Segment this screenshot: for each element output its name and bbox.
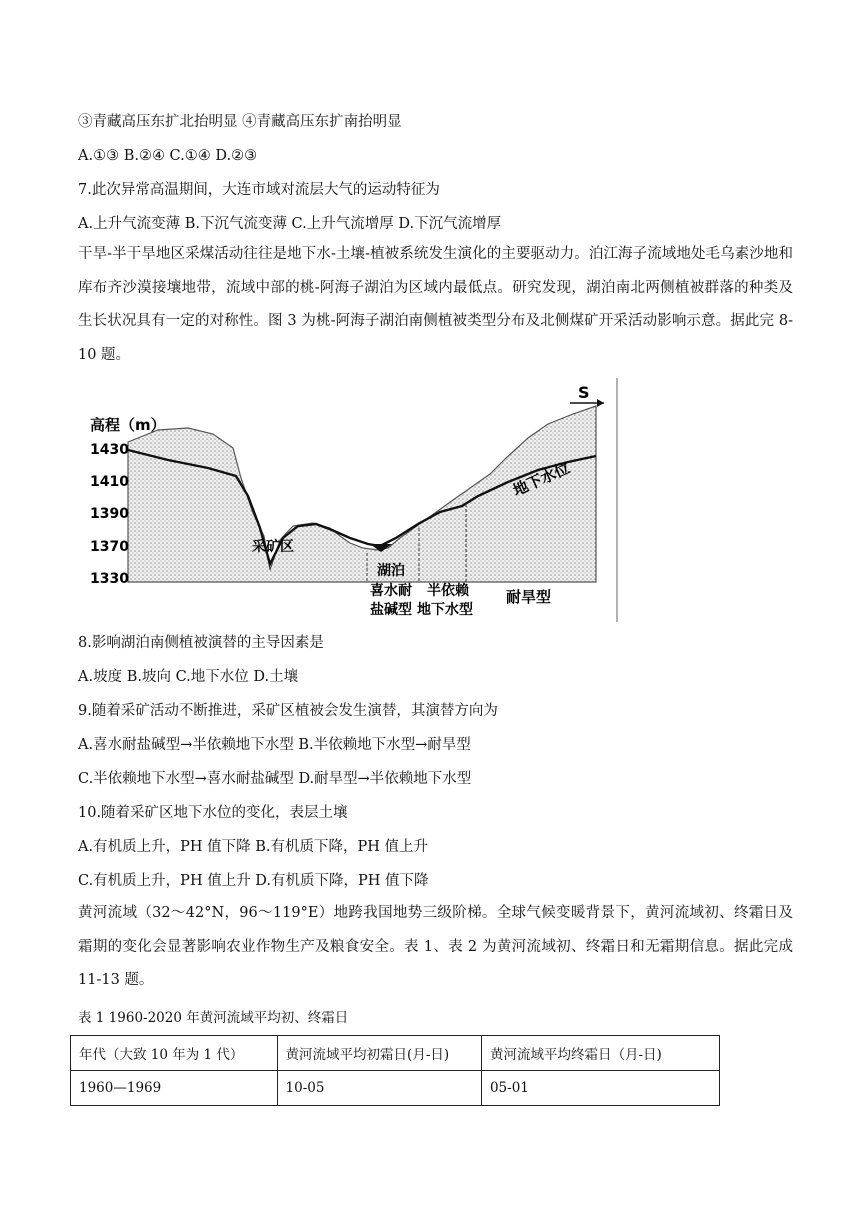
- zone1-label-a: 喜水耐: [370, 583, 412, 599]
- tick-1410: 1410: [90, 474, 129, 490]
- lake-label: 湖泊: [377, 563, 405, 579]
- q8-stem: 8.影响湖泊南侧植被演替的主导因素是: [78, 635, 324, 651]
- q10-stem: 10.随着采矿区地下水位的变化，表层土壤: [78, 805, 348, 821]
- table-header-row: [71, 1036, 720, 1071]
- q6-answers: A.①③ B.②④ C.①④ D.②③: [78, 148, 258, 164]
- table-header-cell: 黄河流域平均终霜日（月-日): [481, 1036, 719, 1071]
- table-row: [71, 1071, 720, 1106]
- groundwater-label: 地下水位: [510, 458, 573, 500]
- q10-answers-ab: A.有机质上升，PH 值下降 B.有机质下降，PH 值上升: [78, 839, 428, 855]
- profile-diagram: [78, 378, 618, 622]
- q6-options-line: ③青藏高压东扩北抬明显 ④青藏高压东扩南抬明显: [78, 114, 402, 130]
- table1-caption: 表 1 1960-2020 年黄河流域平均初、终霜日: [78, 1010, 349, 1026]
- table-cell: 1960—1969: [71, 1071, 278, 1106]
- q8-answers: A.坡度 B.坡向 C.地下水位 D.土壤: [78, 669, 299, 685]
- q10-answers-cd: C.有机质上升，PH 值上升 D.有机质下降，PH 值下降: [78, 873, 429, 889]
- zone1-label-b: 盐碱型: [370, 602, 412, 618]
- q7-stem: 7.此次异常高温期间，大连市域对流层大气的运动特征为: [78, 182, 440, 198]
- y-axis-title: 高程（m）: [90, 416, 166, 434]
- figure-3-profile: [78, 378, 618, 622]
- table-header-cell: 年代（大致 10 年为 1 代）: [71, 1036, 278, 1071]
- zone3-label: 耐旱型: [506, 588, 552, 606]
- table-1: [70, 1035, 720, 1106]
- tick-1430: 1430: [90, 442, 129, 458]
- passage-yellow-river: 黄河流域（32～42°N，96～119°E）地跨我国地势三级阶梯。全球气候变暖背景下，黄河流域初、终霜日及霜期的变化会显著影响农业作物生产及粮食安全。表 1、表 2 为黄河流域初、终霜日和无霜期信息。据此完成 11-13 题。: [78, 905, 793, 988]
- direction-label: S: [578, 383, 590, 402]
- table-cell: 05-01: [481, 1071, 719, 1106]
- tick-1390: 1390: [90, 506, 129, 522]
- tick-1370: 1370: [90, 539, 129, 555]
- q7-answers: A.上升气流变薄 B.下沉气流变薄 C.上升气流增厚 D.下沉气流增厚: [78, 216, 502, 232]
- tick-1330: 1330: [90, 571, 129, 587]
- table-header-cell: 黄河流域平均初霜日(月-日): [277, 1036, 481, 1071]
- zone2-label-a: 半依赖: [427, 583, 469, 599]
- passage-coal-mining: 干旱-半干旱地区采煤活动往往是地下水-土壤-植被系统发生演化的主要驱动力。泊江海子流域地处毛乌素沙地和库布齐沙漠接壤地带，流域中部的桃-阿海子湖泊为区域内最低点。研究发现，湖泊南北两侧植被群落的种类及生长状况具有一定的对称性。图 3 为桃-阿海子湖泊南侧植被类型分布及北侧煤矿开采活动影响示意。据此完 8-10 题。: [78, 246, 793, 363]
- mining-area-label: 采矿区: [252, 539, 294, 555]
- table-cell: 10-05: [277, 1071, 481, 1106]
- q9-stem: 9.随着采矿活动不断推进，采矿区植被会发生演替，其演替方向为: [78, 703, 498, 719]
- q9-answers-ab: A.喜水耐盐碱型→半依赖地下水型 B.半依赖地下水型→耐旱型: [78, 737, 471, 753]
- q9-answers-cd: C.半依赖地下水型→喜水耐盐碱型 D.耐旱型→半依赖地下水型: [78, 771, 472, 787]
- zone2-label-b: 地下水型: [417, 602, 473, 618]
